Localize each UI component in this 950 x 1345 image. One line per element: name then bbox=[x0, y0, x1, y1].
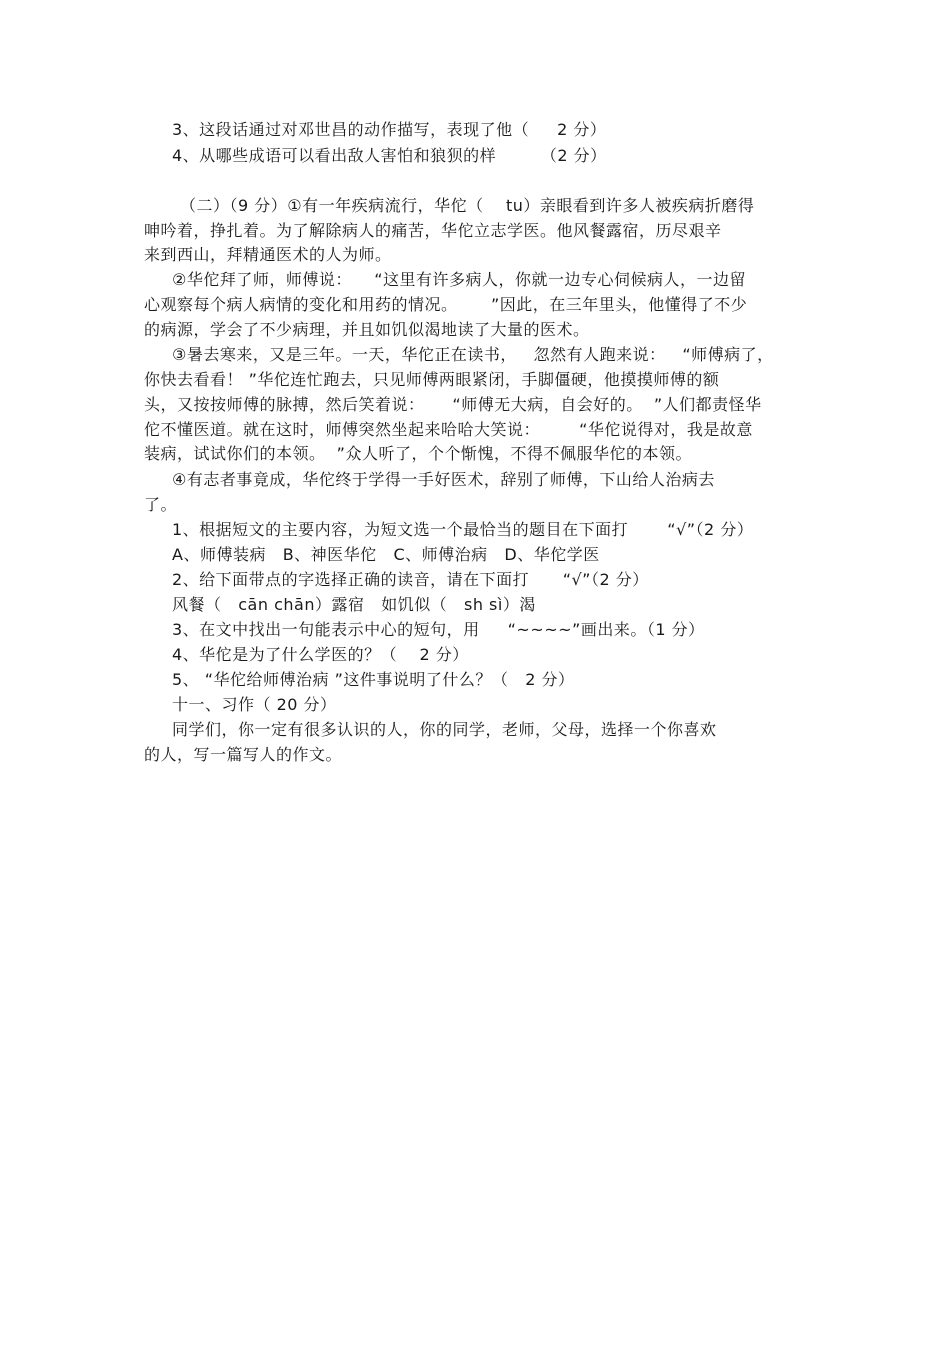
question-2-line: 2、给下面带点的字选择正确的读音，请在下面打 “√”（2 分） bbox=[172, 570, 649, 589]
question-1-line: 1、根据短文的主要内容，为短文选一个最恰当的题目在下面打 “√”（2 分） bbox=[172, 520, 754, 539]
question-1-options: A、师傅装病 B、神医华佗 C、师傅治病 D、华佗学医 bbox=[172, 545, 600, 564]
section-2-paragraph-1-line-1: （二）（9 分）①有一年疾病流行，华佗（ tu）亲眼看到许多人被疾病折磨得 bbox=[180, 196, 755, 215]
section-2-paragraph-3-line-4: 佗不懂医道。就在这时，师傅突然坐起来哈哈大笑说： “华佗说得对，我是故意 bbox=[144, 420, 753, 439]
section-2-paragraph-1-line-3: 来到西山，拜精通医术的人为师。 bbox=[144, 245, 392, 264]
question-3-line: 3、这段话通过对邓世昌的动作描写，表现了他（ 2 分） bbox=[172, 120, 607, 139]
question-3b-line: 3、在文中找出一句能表示中心的短句，用 “~~~~”画出来。（1 分） bbox=[172, 620, 705, 639]
question-4b-line: 4、华佗是为了什么学医的？（ 2 分） bbox=[172, 645, 469, 664]
section-2-paragraph-2-line-2: 心观察每个病人病情的变化和用药的情况。 ”因此，在三年里头，他懂得了不少 bbox=[144, 295, 748, 314]
essay-prompt-line-1: 同学们，你一定有很多认识的人，你的同学，老师，父母，选择一个你喜欢 bbox=[172, 720, 717, 739]
question-4-line: 4、从哪些成语可以看出敌人害怕和狼狈的样 （2 分） bbox=[172, 146, 607, 165]
section-2-paragraph-4-line-1: ④有志者事竟成，华佗终于学得一手好医术，辞别了师傅，下山给人治病去 bbox=[172, 470, 715, 489]
section-2-paragraph-4-line-2: 了。 bbox=[144, 495, 178, 514]
question-2-options: 风餐（ cān chān）露宿 如饥似（ sh sì）渴 bbox=[172, 595, 536, 614]
section-2-paragraph-2-line-3: 的病源，学会了不少病理，并且如饥似渴地读了大量的医术。 bbox=[144, 320, 590, 339]
section-2-paragraph-2-line-1: ②华佗拜了师，师傅说： “这里有许多病人，你就一边专心伺候病人，一边留 bbox=[172, 270, 746, 289]
section-2-paragraph-1-line-2: 呻吟着，挣扎着。为了解除病人的痛苦，华佗立志学医。他风餐露宿，历尽艰辛 bbox=[144, 221, 722, 240]
section-11-heading: 十一、习作（ 20 分） bbox=[172, 695, 337, 714]
section-2-paragraph-3-line-1: ③暑去寒来，又是三年。一天，华佗正在读书， 忽然有人跑来说： “师傅病了， bbox=[172, 345, 774, 364]
section-2-paragraph-3-line-5: 装病，试试你们的本领。 ”众人听了，个个惭愧，不得不佩服华佗的本领。 bbox=[144, 444, 692, 463]
section-2-paragraph-3-line-3: 头，又按按师傅的脉搏，然后笑着说： “师傅无大病，自会好的。 ”人们都责怪华 bbox=[144, 395, 762, 414]
essay-prompt-line-2: 的人，写一篇写人的作文。 bbox=[144, 745, 343, 764]
section-2-paragraph-3-line-2: 你快去看看！ ”华佗连忙跑去，只见师傅两眼紧闭，手脚僵硬，他摸摸师傅的额 bbox=[144, 370, 720, 389]
question-5-line: 5、 “华佗给师傅治病 ”这件事说明了什么？（ 2 分） bbox=[172, 670, 575, 689]
